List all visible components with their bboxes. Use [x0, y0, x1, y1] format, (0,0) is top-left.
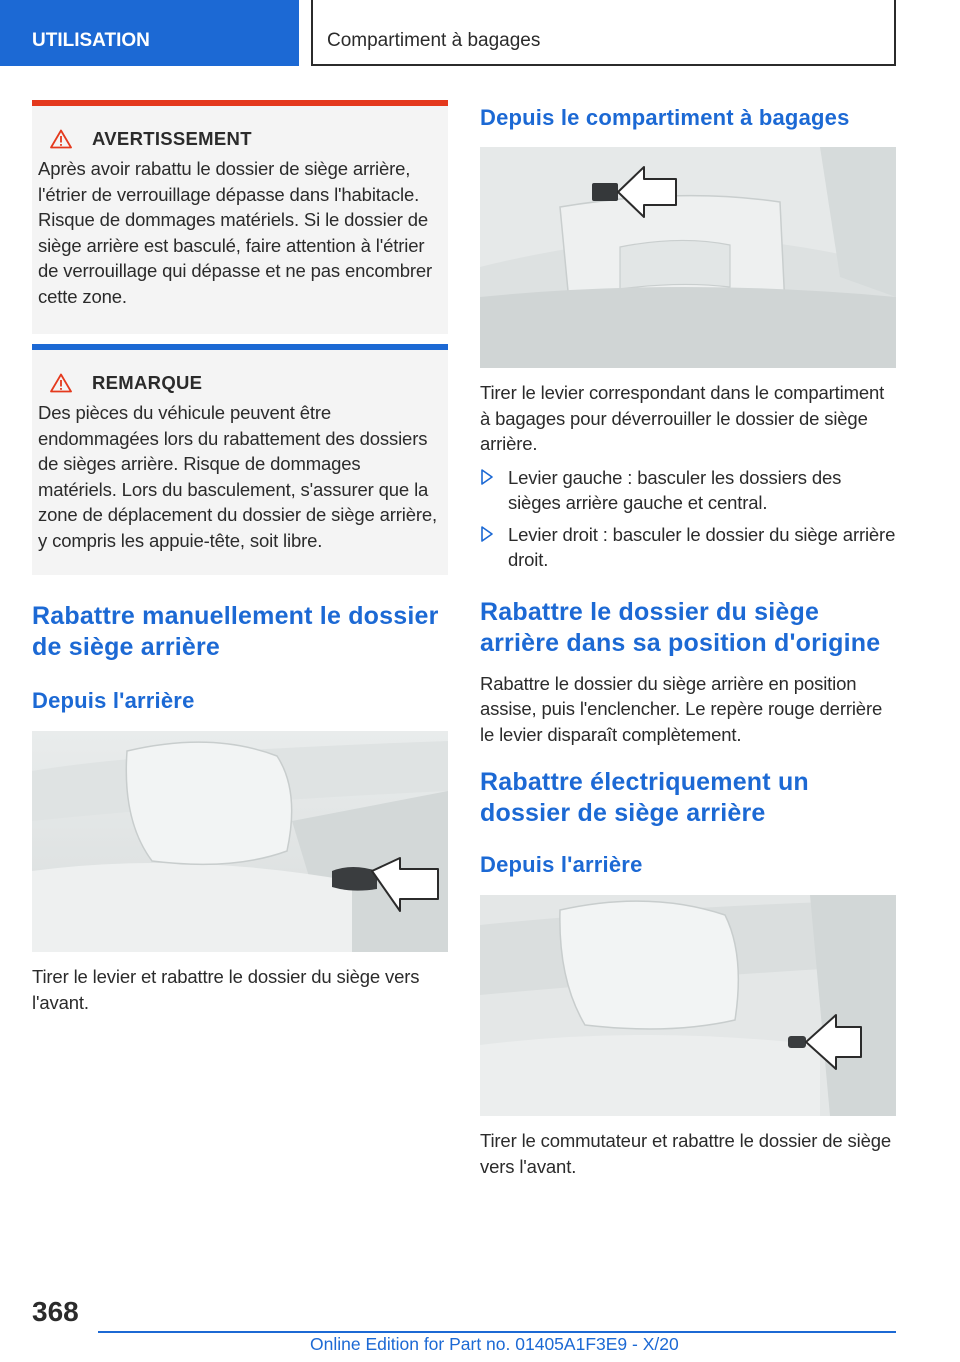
trunk-lever-text: Tirer le levier correspondant dans le compartiment à bagages pour déverrouiller le dossier de siège arrière. [480, 382, 885, 454]
bullet-triangle-icon [480, 468, 494, 486]
note-title: REMARQUE [92, 372, 203, 393]
footer-divider [98, 1331, 896, 1333]
right-column [480, 100, 896, 1179]
heading-original-position: Rabattre le dossier du siège arrière dans sa position d'origine [480, 597, 881, 657]
subheading-from-rear-electric: Depuis l'arrière [480, 852, 643, 877]
left-column [32, 100, 448, 1015]
list-item: Levier gauche : basculer les dossiers des sièges arrière gauche et central. [480, 465, 896, 516]
section-tab: UTILISATION [0, 0, 299, 66]
caption-rear-lever: Tirer le levier et rabattre le dossier du siège vers l'avant. [32, 966, 420, 1013]
lever-bullet-list [480, 465, 896, 573]
heading-electric-fold: Rabattre électriquement un dossier de siège arrière [480, 768, 809, 827]
subheading-from-rear: Depuis l'arrière [32, 688, 195, 713]
original-position-text: Rabattre le dossier du siège arrière en position assise, puis l'enclencher. Le repère rouge derrière le levier disparaît complètement. [480, 672, 883, 745]
subheading-from-trunk: Depuis le compartiment à bagages [480, 105, 850, 130]
page-header [0, 0, 960, 66]
page-number: 368 [32, 1296, 79, 1327]
bullet-triangle-icon [480, 525, 494, 543]
warning-body: Après avoir rabattu le dossier de siège arrière, l'étrier de verrouillage dépasse dans l'habitacle. Risque de dommages matériels. Si le dossier de siège arrière est basculé, faire attention à l'étrier de verrouillage qui dépasse et ne pas encombrer cette zone. [38, 158, 433, 307]
heading-manual-fold: Rabattre manuellement le dossier de siège arrière [32, 602, 439, 661]
chapter-tab: Compartiment à bagages [311, 0, 896, 66]
rear-seat-lever-photo [32, 731, 448, 952]
trunk-lever-photo [480, 147, 896, 368]
warning-triangle-icon [50, 129, 72, 149]
warning-title: AVERTISSEMENT [92, 128, 252, 149]
caption-electric-switch: Tirer le commutateur et rabattre le dossier de siège vers l'avant. [480, 1130, 892, 1177]
note-box [32, 344, 448, 575]
warning-box [32, 100, 448, 334]
list-item: Levier droit : basculer le dossier du siège arrière droit. [480, 522, 896, 573]
warning-triangle-icon [50, 373, 72, 393]
footer-edition: Online Edition for Part no. 01405A1F3E9 - X/20 [310, 1334, 679, 1354]
note-body: Des pièces du véhicule peuvent être endommagées lors du rabattement des dossiers de sièges arrière. Risque de dommages matériels. Lors du basculement, s'assurer que la zone de déplacement du dossier de siège arrière, y compris les appuie-tête, soit libre. [38, 402, 438, 551]
electric-switch-photo [480, 895, 896, 1116]
